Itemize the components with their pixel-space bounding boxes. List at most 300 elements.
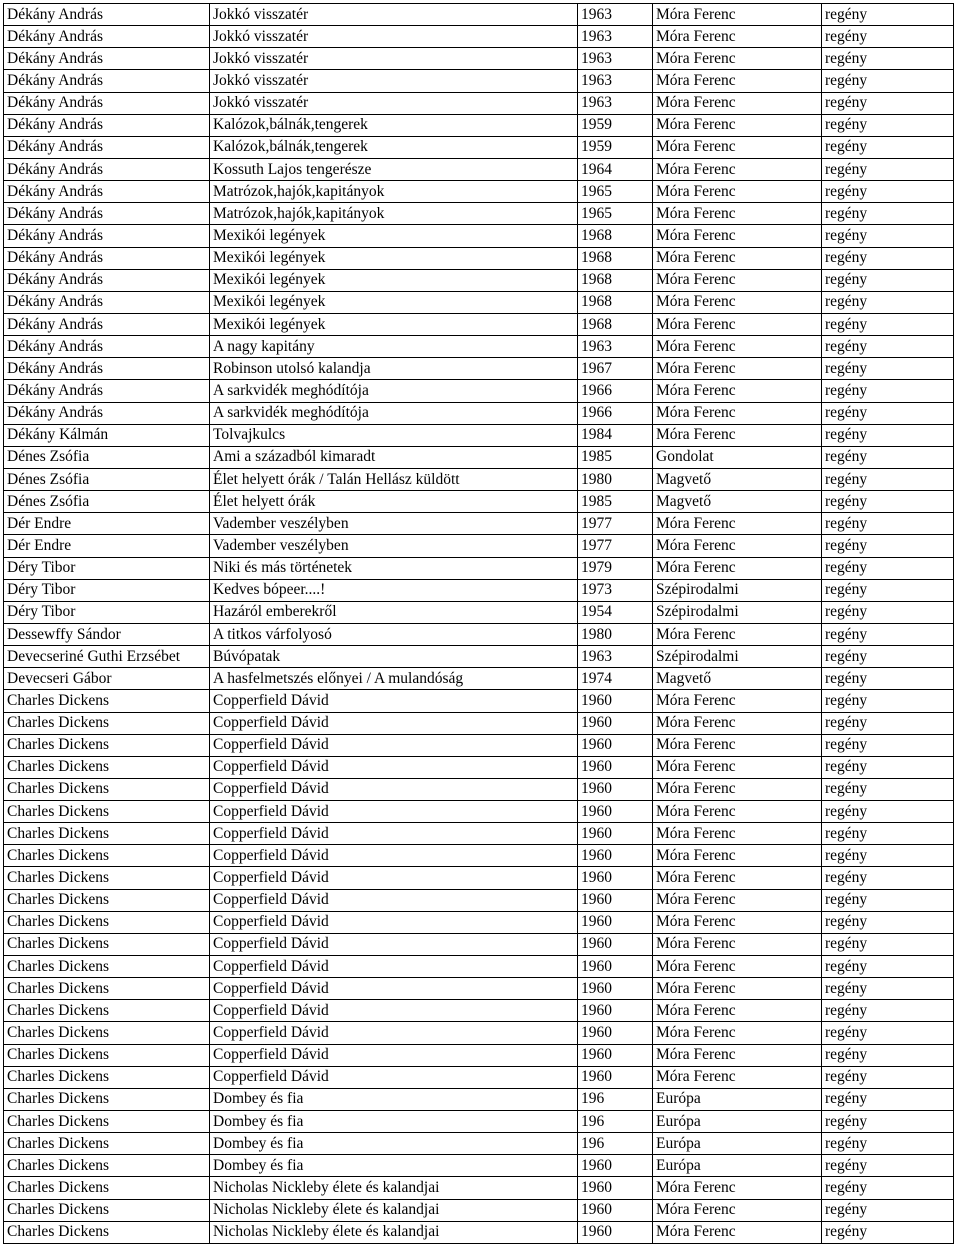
- publisher-cell: Móra Ferenc: [653, 402, 822, 424]
- publisher-cell: Móra Ferenc: [653, 291, 822, 313]
- author-cell: Dékány András: [4, 336, 210, 358]
- publisher-cell: Móra Ferenc: [653, 92, 822, 114]
- table-row: [4, 1066, 954, 1088]
- title-cell: Mexikói legények: [210, 247, 578, 269]
- table-row: [4, 225, 954, 247]
- table-row: [4, 956, 954, 978]
- table-row: [4, 26, 954, 48]
- table-row: [4, 491, 954, 513]
- title-cell: Copperfield Dávid: [210, 1022, 578, 1044]
- author-cell: Charles Dickens: [4, 911, 210, 933]
- publisher-cell: Móra Ferenc: [653, 978, 822, 1000]
- genre-cell: regény: [822, 203, 954, 225]
- title-cell: Dombey és fia: [210, 1133, 578, 1155]
- table-row: [4, 734, 954, 756]
- author-cell: Dékány András: [4, 4, 210, 26]
- author-cell: Charles Dickens: [4, 712, 210, 734]
- year-cell: 1963: [578, 336, 653, 358]
- publisher-cell: Móra Ferenc: [653, 867, 822, 889]
- year-cell: 1980: [578, 468, 653, 490]
- year-cell: 1968: [578, 247, 653, 269]
- publisher-cell: Móra Ferenc: [653, 1022, 822, 1044]
- title-cell: Copperfield Dávid: [210, 978, 578, 1000]
- author-cell: Dékány Kálmán: [4, 424, 210, 446]
- genre-cell: regény: [822, 845, 954, 867]
- publisher-cell: Móra Ferenc: [653, 136, 822, 158]
- genre-cell: regény: [822, 380, 954, 402]
- year-cell: 1967: [578, 358, 653, 380]
- table-row: [4, 646, 954, 668]
- year-cell: 1963: [578, 4, 653, 26]
- genre-cell: regény: [822, 1066, 954, 1088]
- title-cell: A sarkvidék meghódítója: [210, 402, 578, 424]
- author-cell: Dékány András: [4, 313, 210, 335]
- year-cell: 1960: [578, 778, 653, 800]
- publisher-cell: Gondolat: [653, 446, 822, 468]
- publisher-cell: Európa: [653, 1133, 822, 1155]
- genre-cell: regény: [822, 889, 954, 911]
- year-cell: 1965: [578, 203, 653, 225]
- publisher-cell: Magvető: [653, 491, 822, 513]
- title-cell: Copperfield Dávid: [210, 734, 578, 756]
- year-cell: 196: [578, 1088, 653, 1110]
- publisher-cell: Szépirodalmi: [653, 601, 822, 623]
- title-cell: Copperfield Dávid: [210, 801, 578, 823]
- author-cell: Dékány András: [4, 70, 210, 92]
- table-row: [4, 70, 954, 92]
- table-row: [4, 247, 954, 269]
- title-cell: Vadember veszélyben: [210, 513, 578, 535]
- year-cell: 1964: [578, 158, 653, 180]
- table-row: [4, 867, 954, 889]
- publisher-cell: Móra Ferenc: [653, 823, 822, 845]
- publisher-cell: Móra Ferenc: [653, 690, 822, 712]
- genre-cell: regény: [822, 136, 954, 158]
- title-cell: Nicholas Nickleby élete és kalandjai: [210, 1199, 578, 1221]
- publisher-cell: Móra Ferenc: [653, 535, 822, 557]
- title-cell: Élet helyett órák / Talán Hellász küldött: [210, 468, 578, 490]
- publisher-cell: Móra Ferenc: [653, 1066, 822, 1088]
- author-cell: Charles Dickens: [4, 1044, 210, 1066]
- author-cell: Dér Endre: [4, 513, 210, 535]
- year-cell: 1960: [578, 889, 653, 911]
- year-cell: 1968: [578, 269, 653, 291]
- publisher-cell: Móra Ferenc: [653, 513, 822, 535]
- publisher-cell: Móra Ferenc: [653, 623, 822, 645]
- genre-cell: regény: [822, 1111, 954, 1133]
- publisher-cell: Móra Ferenc: [653, 889, 822, 911]
- year-cell: 1960: [578, 734, 653, 756]
- year-cell: 1984: [578, 424, 653, 446]
- table-row: [4, 1199, 954, 1221]
- table-row: [4, 1221, 954, 1243]
- title-cell: Dombey és fia: [210, 1111, 578, 1133]
- title-cell: A hasfelmetszés előnyei / A mulandóság: [210, 668, 578, 690]
- genre-cell: regény: [822, 358, 954, 380]
- year-cell: 1985: [578, 491, 653, 513]
- title-cell: Copperfield Dávid: [210, 845, 578, 867]
- author-cell: Déry Tibor: [4, 601, 210, 623]
- genre-cell: regény: [822, 269, 954, 291]
- year-cell: 196: [578, 1111, 653, 1133]
- title-cell: Mexikói legények: [210, 269, 578, 291]
- author-cell: Dékány András: [4, 225, 210, 247]
- author-cell: Charles Dickens: [4, 1221, 210, 1243]
- author-cell: Déry Tibor: [4, 579, 210, 601]
- table-row: [4, 468, 954, 490]
- year-cell: 1960: [578, 867, 653, 889]
- publisher-cell: Európa: [653, 1088, 822, 1110]
- genre-cell: regény: [822, 181, 954, 203]
- genre-cell: regény: [822, 1133, 954, 1155]
- year-cell: 1959: [578, 136, 653, 158]
- table-row: [4, 181, 954, 203]
- author-cell: Charles Dickens: [4, 845, 210, 867]
- year-cell: 1960: [578, 911, 653, 933]
- publisher-cell: Móra Ferenc: [653, 4, 822, 26]
- publisher-cell: Európa: [653, 1155, 822, 1177]
- title-cell: A nagy kapitány: [210, 336, 578, 358]
- title-cell: Dombey és fia: [210, 1088, 578, 1110]
- author-cell: Dékány András: [4, 114, 210, 136]
- table-row: [4, 92, 954, 114]
- genre-cell: regény: [822, 823, 954, 845]
- table-row: [4, 823, 954, 845]
- publisher-cell: Szépirodalmi: [653, 646, 822, 668]
- title-cell: A sarkvidék meghódítója: [210, 380, 578, 402]
- publisher-cell: Móra Ferenc: [653, 158, 822, 180]
- year-cell: 1968: [578, 225, 653, 247]
- year-cell: 1977: [578, 535, 653, 557]
- author-cell: Dékány András: [4, 26, 210, 48]
- year-cell: 1960: [578, 978, 653, 1000]
- genre-cell: regény: [822, 623, 954, 645]
- table-row: [4, 778, 954, 800]
- genre-cell: regény: [822, 26, 954, 48]
- year-cell: 1980: [578, 623, 653, 645]
- table-row: [4, 623, 954, 645]
- title-cell: Kalózok,bálnák,tengerek: [210, 136, 578, 158]
- publisher-cell: Móra Ferenc: [653, 114, 822, 136]
- table-row: [4, 579, 954, 601]
- year-cell: 1959: [578, 114, 653, 136]
- title-cell: Jokkó visszatér: [210, 92, 578, 114]
- year-cell: 1963: [578, 48, 653, 70]
- author-cell: Dékány András: [4, 291, 210, 313]
- table-row: [4, 911, 954, 933]
- publisher-cell: Móra Ferenc: [653, 48, 822, 70]
- publisher-cell: Móra Ferenc: [653, 1044, 822, 1066]
- table-row: [4, 1111, 954, 1133]
- title-cell: Copperfield Dávid: [210, 778, 578, 800]
- table-row: [4, 712, 954, 734]
- author-cell: Charles Dickens: [4, 1199, 210, 1221]
- title-cell: Jokkó visszatér: [210, 26, 578, 48]
- genre-cell: regény: [822, 778, 954, 800]
- author-cell: Charles Dickens: [4, 778, 210, 800]
- title-cell: A titkos várfolyosó: [210, 623, 578, 645]
- year-cell: 1960: [578, 690, 653, 712]
- publisher-cell: Móra Ferenc: [653, 734, 822, 756]
- author-cell: Dékány András: [4, 181, 210, 203]
- title-cell: Hazáról emberekről: [210, 601, 578, 623]
- genre-cell: regény: [822, 933, 954, 955]
- table-row: [4, 1155, 954, 1177]
- title-cell: Mexikói legények: [210, 313, 578, 335]
- author-cell: Dékány András: [4, 402, 210, 424]
- table-row: [4, 424, 954, 446]
- title-cell: Jokkó visszatér: [210, 70, 578, 92]
- publisher-cell: Móra Ferenc: [653, 1221, 822, 1243]
- title-cell: Dombey és fia: [210, 1155, 578, 1177]
- year-cell: 1963: [578, 26, 653, 48]
- genre-cell: regény: [822, 291, 954, 313]
- publisher-cell: Móra Ferenc: [653, 26, 822, 48]
- author-cell: Charles Dickens: [4, 867, 210, 889]
- publisher-cell: Móra Ferenc: [653, 801, 822, 823]
- title-cell: Copperfield Dávid: [210, 867, 578, 889]
- table-row: [4, 978, 954, 1000]
- year-cell: 1960: [578, 933, 653, 955]
- author-cell: Charles Dickens: [4, 1088, 210, 1110]
- title-cell: Nicholas Nickleby élete és kalandjai: [210, 1221, 578, 1243]
- genre-cell: regény: [822, 1022, 954, 1044]
- table-row: [4, 668, 954, 690]
- title-cell: Mexikói legények: [210, 291, 578, 313]
- title-cell: Jokkó visszatér: [210, 48, 578, 70]
- title-cell: Jokkó visszatér: [210, 4, 578, 26]
- genre-cell: regény: [822, 336, 954, 358]
- genre-cell: regény: [822, 579, 954, 601]
- title-cell: Élet helyett órák: [210, 491, 578, 513]
- title-cell: Kedves bópeer....!: [210, 579, 578, 601]
- table-row: [4, 336, 954, 358]
- genre-cell: regény: [822, 446, 954, 468]
- year-cell: 1960: [578, 1155, 653, 1177]
- year-cell: 1979: [578, 557, 653, 579]
- publisher-cell: Móra Ferenc: [653, 1177, 822, 1199]
- publisher-cell: Móra Ferenc: [653, 778, 822, 800]
- table-row: [4, 358, 954, 380]
- genre-cell: regény: [822, 424, 954, 446]
- genre-cell: regény: [822, 535, 954, 557]
- table-row: [4, 114, 954, 136]
- table-row: [4, 513, 954, 535]
- author-cell: Charles Dickens: [4, 1022, 210, 1044]
- author-cell: Dékány András: [4, 92, 210, 114]
- publisher-cell: Szépirodalmi: [653, 579, 822, 601]
- publisher-cell: Móra Ferenc: [653, 845, 822, 867]
- year-cell: 1954: [578, 601, 653, 623]
- table-row: [4, 158, 954, 180]
- author-cell: Dékány András: [4, 269, 210, 291]
- year-cell: 1960: [578, 712, 653, 734]
- genre-cell: regény: [822, 70, 954, 92]
- title-cell: Búvópatak: [210, 646, 578, 668]
- title-cell: Robinson utolsó kalandja: [210, 358, 578, 380]
- publisher-cell: Móra Ferenc: [653, 181, 822, 203]
- genre-cell: regény: [822, 1044, 954, 1066]
- genre-cell: regény: [822, 978, 954, 1000]
- title-cell: Vadember veszélyben: [210, 535, 578, 557]
- publisher-cell: Móra Ferenc: [653, 1199, 822, 1221]
- publisher-cell: Móra Ferenc: [653, 911, 822, 933]
- table-row: [4, 557, 954, 579]
- title-cell: Copperfield Dávid: [210, 712, 578, 734]
- genre-cell: regény: [822, 690, 954, 712]
- publisher-cell: Móra Ferenc: [653, 247, 822, 269]
- publisher-cell: Móra Ferenc: [653, 70, 822, 92]
- table-row: [4, 601, 954, 623]
- author-cell: Dessewffy Sándor: [4, 623, 210, 645]
- author-cell: Dénes Zsófia: [4, 468, 210, 490]
- table-row: [4, 4, 954, 26]
- table-row: [4, 801, 954, 823]
- publisher-cell: Móra Ferenc: [653, 203, 822, 225]
- year-cell: 1960: [578, 801, 653, 823]
- table-row: [4, 889, 954, 911]
- genre-cell: regény: [822, 756, 954, 778]
- author-cell: Charles Dickens: [4, 889, 210, 911]
- genre-cell: regény: [822, 867, 954, 889]
- genre-cell: regény: [822, 1177, 954, 1199]
- publisher-cell: Móra Ferenc: [653, 380, 822, 402]
- table-row: [4, 1088, 954, 1110]
- author-cell: Dénes Zsófia: [4, 446, 210, 468]
- genre-cell: regény: [822, 225, 954, 247]
- author-cell: Dénes Zsófia: [4, 491, 210, 513]
- genre-cell: regény: [822, 712, 954, 734]
- table-row: [4, 1022, 954, 1044]
- year-cell: 1960: [578, 1044, 653, 1066]
- author-cell: Charles Dickens: [4, 823, 210, 845]
- author-cell: Dékány András: [4, 158, 210, 180]
- table-row: [4, 1044, 954, 1066]
- table-row: [4, 1000, 954, 1022]
- table-row: [4, 269, 954, 291]
- year-cell: 1960: [578, 756, 653, 778]
- author-cell: Charles Dickens: [4, 978, 210, 1000]
- publisher-cell: Móra Ferenc: [653, 756, 822, 778]
- table-row: [4, 291, 954, 313]
- year-cell: 1968: [578, 291, 653, 313]
- author-cell: Charles Dickens: [4, 1000, 210, 1022]
- title-cell: Copperfield Dávid: [210, 933, 578, 955]
- author-cell: Charles Dickens: [4, 1133, 210, 1155]
- year-cell: 1966: [578, 402, 653, 424]
- table-row: [4, 313, 954, 335]
- title-cell: Copperfield Dávid: [210, 823, 578, 845]
- genre-cell: regény: [822, 911, 954, 933]
- table-row: [4, 380, 954, 402]
- year-cell: 196: [578, 1133, 653, 1155]
- title-cell: Nicholas Nickleby élete és kalandjai: [210, 1177, 578, 1199]
- genre-cell: regény: [822, 668, 954, 690]
- author-cell: Déry Tibor: [4, 557, 210, 579]
- title-cell: Kalózok,bálnák,tengerek: [210, 114, 578, 136]
- publisher-cell: Móra Ferenc: [653, 358, 822, 380]
- table-row: [4, 535, 954, 557]
- year-cell: 1960: [578, 1000, 653, 1022]
- year-cell: 1960: [578, 1022, 653, 1044]
- publisher-cell: Móra Ferenc: [653, 424, 822, 446]
- publisher-cell: Móra Ferenc: [653, 313, 822, 335]
- author-cell: Charles Dickens: [4, 956, 210, 978]
- title-cell: Kossuth Lajos tengerésze: [210, 158, 578, 180]
- table-row: [4, 136, 954, 158]
- year-cell: 1963: [578, 92, 653, 114]
- title-cell: Matrózok,hajók,kapitányok: [210, 203, 578, 225]
- title-cell: Copperfield Dávid: [210, 1000, 578, 1022]
- title-cell: Copperfield Dávid: [210, 1044, 578, 1066]
- genre-cell: regény: [822, 247, 954, 269]
- author-cell: Dékány András: [4, 48, 210, 70]
- year-cell: 1968: [578, 313, 653, 335]
- author-cell: Devecseriné Guthi Erzsébet: [4, 646, 210, 668]
- year-cell: 1960: [578, 956, 653, 978]
- table-row: [4, 933, 954, 955]
- title-cell: Copperfield Dávid: [210, 690, 578, 712]
- year-cell: 1966: [578, 380, 653, 402]
- author-cell: Dékány András: [4, 203, 210, 225]
- genre-cell: regény: [822, 601, 954, 623]
- title-cell: Matrózok,hajók,kapitányok: [210, 181, 578, 203]
- year-cell: 1985: [578, 446, 653, 468]
- author-cell: Charles Dickens: [4, 1155, 210, 1177]
- author-cell: Charles Dickens: [4, 756, 210, 778]
- author-cell: Charles Dickens: [4, 1111, 210, 1133]
- year-cell: 1977: [578, 513, 653, 535]
- genre-cell: regény: [822, 114, 954, 136]
- publisher-cell: Móra Ferenc: [653, 956, 822, 978]
- title-cell: Copperfield Dávid: [210, 889, 578, 911]
- table-row: [4, 690, 954, 712]
- table-row: [4, 48, 954, 70]
- genre-cell: regény: [822, 1000, 954, 1022]
- genre-cell: regény: [822, 402, 954, 424]
- table-row: [4, 446, 954, 468]
- year-cell: 1960: [578, 1199, 653, 1221]
- title-cell: Copperfield Dávid: [210, 1066, 578, 1088]
- author-cell: Dékány András: [4, 136, 210, 158]
- year-cell: 1960: [578, 1221, 653, 1243]
- publisher-cell: Móra Ferenc: [653, 225, 822, 247]
- genre-cell: regény: [822, 1221, 954, 1243]
- genre-cell: regény: [822, 158, 954, 180]
- genre-cell: regény: [822, 734, 954, 756]
- table-row: [4, 1177, 954, 1199]
- year-cell: 1974: [578, 668, 653, 690]
- title-cell: Copperfield Dávid: [210, 911, 578, 933]
- title-cell: Tolvajkulcs: [210, 424, 578, 446]
- table-row: [4, 756, 954, 778]
- author-cell: Charles Dickens: [4, 1066, 210, 1088]
- genre-cell: regény: [822, 801, 954, 823]
- title-cell: Copperfield Dávid: [210, 956, 578, 978]
- author-cell: Charles Dickens: [4, 933, 210, 955]
- year-cell: 1973: [578, 579, 653, 601]
- publisher-cell: Móra Ferenc: [653, 269, 822, 291]
- author-cell: Charles Dickens: [4, 734, 210, 756]
- publisher-cell: Magvető: [653, 668, 822, 690]
- year-cell: 1960: [578, 1066, 653, 1088]
- year-cell: 1965: [578, 181, 653, 203]
- title-cell: Ami a századból kimaradt: [210, 446, 578, 468]
- year-cell: 1960: [578, 823, 653, 845]
- publisher-cell: Móra Ferenc: [653, 712, 822, 734]
- year-cell: 1960: [578, 845, 653, 867]
- author-cell: Dékány András: [4, 247, 210, 269]
